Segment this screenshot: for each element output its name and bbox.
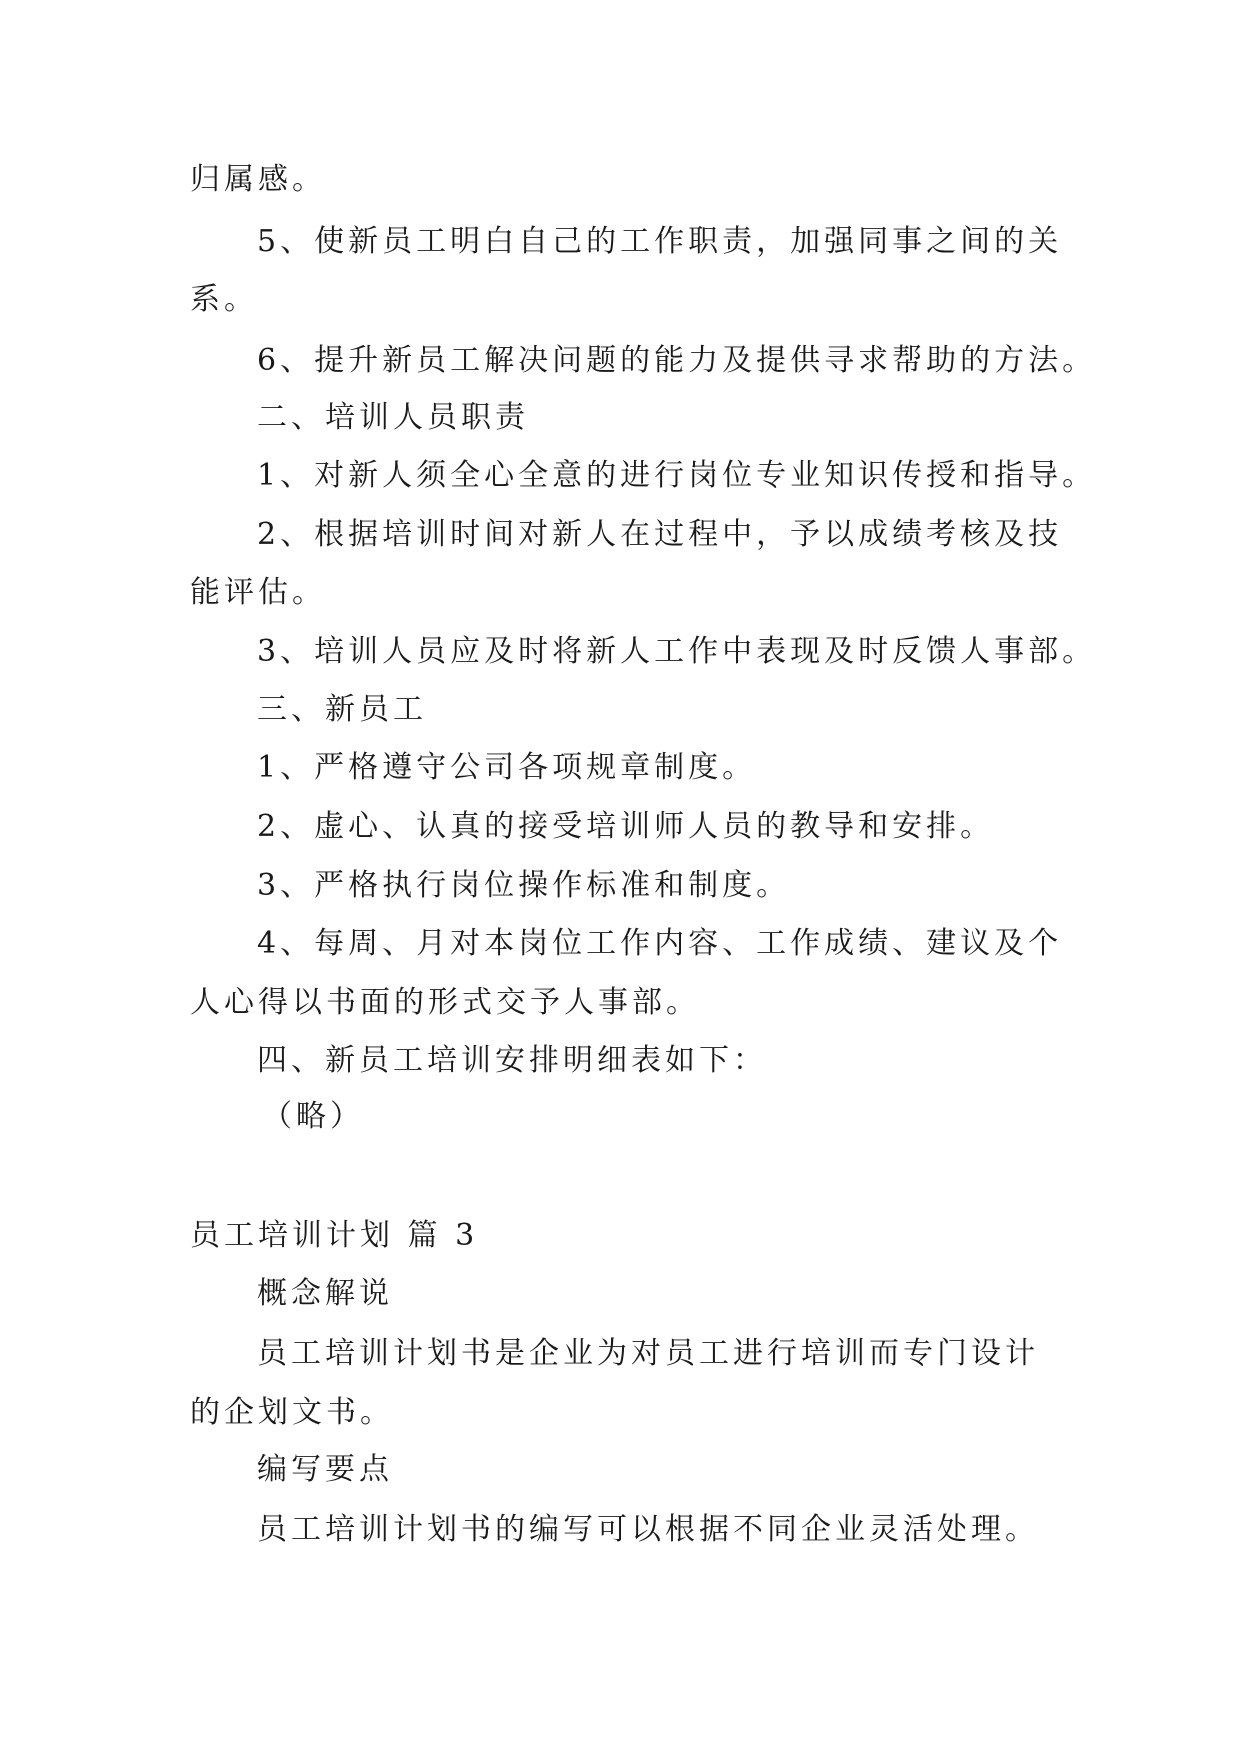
text-line: 归属感。 (190, 162, 326, 197)
text-line: 系。 (190, 282, 258, 317)
text-line: 2、根据培训时间对新人在过程中，予以成绩考核及技 (257, 517, 1063, 552)
text-line: 2、虚心、认真的接受培训师人员的教导和安排。 (257, 809, 995, 844)
section-heading: 四、新员工培训安排明细表如下： (257, 1043, 767, 1078)
text-line: （略） (262, 1099, 364, 1134)
article-title: 员工培训计划 篇 3 (190, 1218, 479, 1253)
text-line: 4、每周、月对本岗位工作内容、工作成绩、建议及个 (257, 926, 1063, 961)
section-heading: 概念解说 (257, 1276, 393, 1311)
text-line: 6、提升新员工解决问题的能力及提供寻求帮助的方法。 (257, 343, 1097, 378)
text-line: 5、使新员工明白自己的工作职责，加强同事之间的关 (257, 224, 1063, 259)
text-line: 1、严格遵守公司各项规章制度。 (257, 750, 757, 785)
text-line: 人心得以书面的形式交予人事部。 (190, 985, 700, 1020)
text-line: 的企划文书。 (190, 1395, 394, 1430)
section-heading: 三、新员工 (257, 692, 427, 727)
section-heading: 二、培训人员职责 (257, 400, 529, 435)
text-line: 能评估。 (190, 575, 326, 610)
text-line: 3、严格执行岗位操作标准和制度。 (257, 868, 791, 903)
text-line: 3、培训人员应及时将新人工作中表现及时反馈人事部。 (257, 634, 1097, 669)
section-heading: 编写要点 (257, 1452, 393, 1487)
text-line: 员工培训计划书的编写可以根据不同企业灵活处理。 (257, 1512, 1039, 1547)
text-line: 1、对新人须全心全意的进行岗位专业知识传授和指导。 (257, 458, 1097, 493)
text-line: 员工培训计划书是企业为对员工进行培训而专门设计 (257, 1336, 1039, 1371)
